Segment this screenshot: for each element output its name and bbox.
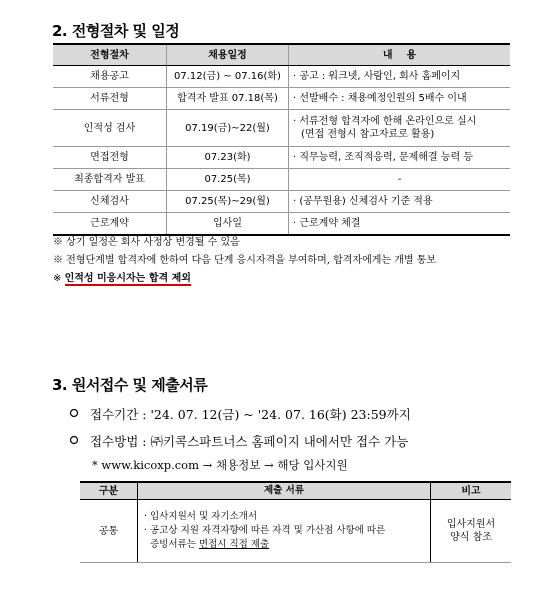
header-documents: 제출 서류 xyxy=(138,482,431,500)
schedule-table xyxy=(53,43,510,236)
row-schedule: 입사일 xyxy=(167,213,289,236)
row-content: - xyxy=(289,169,511,191)
row-content: · 직무능력, 조직적응력, 문제해결 능력 등 xyxy=(289,147,511,169)
table-row xyxy=(53,191,510,213)
period-line xyxy=(68,405,411,423)
row-content xyxy=(289,110,511,147)
header-step: 전형절차 xyxy=(53,44,167,66)
row-content-line: (면접 전형시 참고자료로 활용) xyxy=(301,129,435,140)
row-schedule: 07.25(목) xyxy=(167,169,289,191)
schedule-table-header xyxy=(53,44,510,66)
row-content: · 선발배수 : 채용예정인원의 5배수 이내 xyxy=(289,88,511,110)
header-category: 구분 xyxy=(80,482,138,500)
note-stage-pass: ※ 전형단계별 합격자에 한하여 다음 단계 응시자격을 부여하며, 합격자에게는 개별 통보 xyxy=(53,255,437,266)
row-content: · 근로계약 체결 xyxy=(289,213,511,236)
documents-line xyxy=(144,538,430,552)
documents-plain: 증빙서류는 xyxy=(150,539,199,550)
table-row xyxy=(53,213,510,236)
header-content: 내 용 xyxy=(289,44,511,66)
row-step: 서류전형 xyxy=(53,88,167,110)
row-schedule: 07.19(금)~22(월) xyxy=(167,110,289,147)
row-content-line: · 서류전형 합격자에 한해 온라인으로 실시 xyxy=(293,116,477,127)
period-value: '24. 07. 12(금) ~ '24. 07. 16(화) 23:59까지 xyxy=(150,407,411,422)
row-step: 인적성 검사 xyxy=(53,110,167,147)
row-content: · 공고 : 워크넷, 사람인, 회사 홈페이지 xyxy=(289,66,511,88)
row-schedule: 07.23(화) xyxy=(167,147,289,169)
row-schedule: 합격자 발표 07.18(목) xyxy=(167,88,289,110)
table-row xyxy=(53,88,510,110)
row-category: 공통 xyxy=(80,500,138,563)
method-label: 접수방법 : xyxy=(89,434,151,449)
row-schedule: 07.12(금) ~ 07.16(화) xyxy=(167,66,289,88)
circle-bullet-icon xyxy=(68,434,80,446)
period-label: 접수기간 : xyxy=(89,407,151,422)
documents-underline: 면접시 직접 제출 xyxy=(198,539,270,550)
table-row xyxy=(53,110,510,147)
row-step: 채용공고 xyxy=(53,66,167,88)
remark-line: 입사지원서 xyxy=(446,519,496,530)
section3-title: 3. 원서접수 및 제출서류 xyxy=(52,376,208,394)
section2-title: 2. 전형절차 및 일정 xyxy=(52,22,180,40)
note-schedule-change: ※ 상기 일정은 회사 사정상 변경될 수 있음 xyxy=(53,237,240,248)
row-documents xyxy=(138,500,431,563)
remark-line: 양식 참조 xyxy=(450,532,492,543)
note-aptitude xyxy=(53,272,191,286)
row-remark xyxy=(431,500,512,563)
table-row xyxy=(53,66,510,88)
documents-table xyxy=(80,481,511,563)
note-mark: ※ xyxy=(53,273,62,284)
documents-line: · 공고상 지원 자격자향에 따른 자격 및 가산점 사항에 따른 xyxy=(144,525,386,536)
row-content: · (공무원용) 신체검사 기준 적용 xyxy=(289,191,511,213)
documents-table-header xyxy=(80,482,511,500)
method-sub: * www.kicoxp.com → 채용정보 → 해당 입사지원 xyxy=(92,458,348,472)
documents-line: · 입사지원서 및 자기소개서 xyxy=(144,511,258,522)
method-value: ㈜키콕스파트너스 홈페이지 내에서만 접수 가능 xyxy=(150,434,409,449)
table-row xyxy=(80,500,511,563)
row-step: 신체검사 xyxy=(53,191,167,213)
row-step: 근로계약 xyxy=(53,213,167,236)
row-step: 최종합격자 발표 xyxy=(53,169,167,191)
row-step: 면접전형 xyxy=(53,147,167,169)
header-schedule: 채용일정 xyxy=(167,44,289,66)
table-row xyxy=(53,147,510,169)
header-remark: 비고 xyxy=(431,482,512,500)
table-row xyxy=(53,169,510,191)
note-aptitude-text: 인적성 미응시자는 합격 제외 xyxy=(64,273,191,284)
row-schedule: 07.25(목)~29(월) xyxy=(167,191,289,213)
method-line xyxy=(68,432,408,450)
circle-bullet-icon xyxy=(68,407,80,419)
